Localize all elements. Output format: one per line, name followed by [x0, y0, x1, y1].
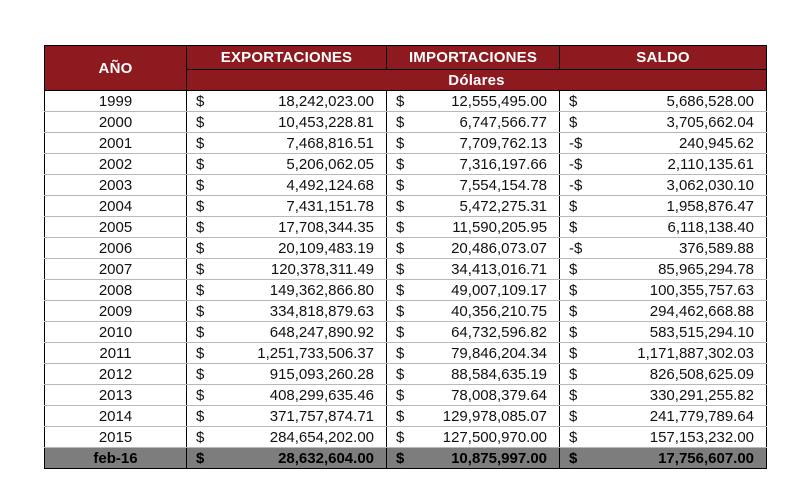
year-cell: 2015 — [45, 427, 187, 448]
balance-amount-cell: 5,686,528.00 — [576, 91, 767, 112]
total-row — [45, 448, 767, 469]
imports-amount-cell: 11,590,205.95 — [403, 217, 560, 238]
table-row — [45, 175, 767, 196]
imports-amount-cell: 7,554,154.78 — [403, 175, 560, 196]
balance-currency-cell: -$ — [560, 238, 576, 259]
imports-amount-cell: 5,472,275.31 — [403, 196, 560, 217]
balance-currency-cell: $ — [560, 364, 576, 385]
imports-currency-cell: $ — [387, 322, 403, 343]
imports-amount-cell: 20,486,073.07 — [403, 238, 560, 259]
imports-currency-cell: $ — [387, 385, 403, 406]
balance-amount-cell: 85,965,294.78 — [576, 259, 767, 280]
imports-column-header: IMPORTACIONES — [387, 46, 560, 70]
imports-currency-cell: $ — [387, 406, 403, 427]
imports-currency-cell: $ — [387, 427, 403, 448]
table-body — [45, 91, 767, 469]
exports-currency-cell: $ — [187, 406, 203, 427]
balance-currency-cell: $ — [560, 301, 576, 322]
exports-amount-cell: 915,093,260.28 — [203, 364, 387, 385]
exports-amount-cell: 149,362,866.80 — [203, 280, 387, 301]
table-row — [45, 343, 767, 364]
exports-amount-cell: 28,632,604.00 — [203, 448, 387, 469]
year-cell: 2014 — [45, 406, 187, 427]
imports-amount-cell: 78,008,379.64 — [403, 385, 560, 406]
table-row — [45, 196, 767, 217]
balance-currency-cell: -$ — [560, 133, 576, 154]
balance-amount-cell: 294,462,668.88 — [576, 301, 767, 322]
year-cell: 2005 — [45, 217, 187, 238]
balance-column-header: SALDO — [560, 46, 767, 70]
imports-amount-cell: 10,875,997.00 — [403, 448, 560, 469]
balance-currency-cell: -$ — [560, 175, 576, 196]
imports-amount-cell: 34,413,016.71 — [403, 259, 560, 280]
balance-amount-cell: 3,062,030.10 — [576, 175, 767, 196]
imports-currency-cell: $ — [387, 259, 403, 280]
balance-currency-cell: -$ — [560, 154, 576, 175]
exports-currency-cell: $ — [187, 427, 203, 448]
exports-amount-cell: 20,109,483.19 — [203, 238, 387, 259]
balance-amount-cell: 3,705,662.04 — [576, 112, 767, 133]
exports-amount-cell: 334,818,879.63 — [203, 301, 387, 322]
balance-amount-cell: 157,153,232.00 — [576, 427, 767, 448]
exports-currency-cell: $ — [187, 280, 203, 301]
imports-currency-cell: $ — [387, 238, 403, 259]
year-cell: feb-16 — [45, 448, 187, 469]
table-row — [45, 364, 767, 385]
exports-amount-cell: 5,206,062.05 — [203, 154, 387, 175]
exports-currency-cell: $ — [187, 301, 203, 322]
exports-amount-cell: 120,378,311.49 — [203, 259, 387, 280]
year-cell: 2010 — [45, 322, 187, 343]
table-row — [45, 154, 767, 175]
year-cell: 2012 — [45, 364, 187, 385]
imports-currency-cell: $ — [387, 280, 403, 301]
table-row — [45, 280, 767, 301]
balance-currency-cell: $ — [560, 427, 576, 448]
exports-amount-cell: 648,247,890.92 — [203, 322, 387, 343]
exports-currency-cell: $ — [187, 175, 203, 196]
imports-amount-cell: 129,978,085.07 — [403, 406, 560, 427]
exports-amount-cell: 371,757,874.71 — [203, 406, 387, 427]
year-cell: 2006 — [45, 238, 187, 259]
year-cell: 2003 — [45, 175, 187, 196]
exports-currency-cell: $ — [187, 259, 203, 280]
balance-amount-cell: 100,355,757.63 — [576, 280, 767, 301]
exports-currency-cell: $ — [187, 112, 203, 133]
exports-currency-cell: $ — [187, 448, 203, 469]
exports-currency-cell: $ — [187, 154, 203, 175]
imports-currency-cell: $ — [387, 448, 403, 469]
year-cell: 2013 — [45, 385, 187, 406]
year-cell: 2007 — [45, 259, 187, 280]
exports-column-header: EXPORTACIONES — [187, 46, 387, 70]
exports-currency-cell: $ — [187, 196, 203, 217]
balance-currency-cell: $ — [560, 280, 576, 301]
year-cell: 2008 — [45, 280, 187, 301]
year-cell: 2000 — [45, 112, 187, 133]
year-column-header: AÑO — [45, 46, 187, 91]
table-row — [45, 133, 767, 154]
exports-currency-cell: $ — [187, 364, 203, 385]
year-cell: 2001 — [45, 133, 187, 154]
exports-amount-cell: 7,431,151.78 — [203, 196, 387, 217]
imports-amount-cell: 49,007,109.17 — [403, 280, 560, 301]
imports-amount-cell: 127,500,970.00 — [403, 427, 560, 448]
imports-currency-cell: $ — [387, 217, 403, 238]
balance-amount-cell: 826,508,625.09 — [576, 364, 767, 385]
balance-amount-cell: 2,110,135.61 — [576, 154, 767, 175]
exports-currency-cell: $ — [187, 91, 203, 112]
year-cell: 2002 — [45, 154, 187, 175]
exports-amount-cell: 18,242,023.00 — [203, 91, 387, 112]
balance-amount-cell: 240,945.62 — [576, 133, 767, 154]
imports-currency-cell: $ — [387, 154, 403, 175]
balance-amount-cell: 17,756,607.00 — [576, 448, 767, 469]
trade-balance-sheet — [44, 45, 766, 469]
table-row — [45, 301, 767, 322]
balance-amount-cell: 330,291,255.82 — [576, 385, 767, 406]
imports-currency-cell: $ — [387, 196, 403, 217]
imports-amount-cell: 7,709,762.13 — [403, 133, 560, 154]
balance-amount-cell: 1,171,887,302.03 — [576, 343, 767, 364]
exports-amount-cell: 17,708,344.35 — [203, 217, 387, 238]
balance-currency-cell: $ — [560, 91, 576, 112]
balance-amount-cell: 241,779,789.64 — [576, 406, 767, 427]
table-row — [45, 217, 767, 238]
exports-amount-cell: 1,251,733,506.37 — [203, 343, 387, 364]
table-row — [45, 406, 767, 427]
imports-amount-cell: 7,316,197.66 — [403, 154, 560, 175]
table-row — [45, 427, 767, 448]
imports-currency-cell: $ — [387, 301, 403, 322]
year-cell: 2011 — [45, 343, 187, 364]
imports-amount-cell: 40,356,210.75 — [403, 301, 560, 322]
exports-currency-cell: $ — [187, 238, 203, 259]
balance-currency-cell: $ — [560, 196, 576, 217]
balance-currency-cell: $ — [560, 259, 576, 280]
balance-currency-cell: $ — [560, 343, 576, 364]
exports-amount-cell: 408,299,635.46 — [203, 385, 387, 406]
exports-currency-cell: $ — [187, 385, 203, 406]
imports-amount-cell: 88,584,635.19 — [403, 364, 560, 385]
balance-currency-cell: $ — [560, 322, 576, 343]
imports-amount-cell: 12,555,495.00 — [403, 91, 560, 112]
imports-currency-cell: $ — [387, 91, 403, 112]
balance-amount-cell: 583,515,294.10 — [576, 322, 767, 343]
header-row — [45, 46, 767, 70]
currency-unit-header: Dólares — [187, 70, 767, 91]
trade-balance-table — [44, 45, 767, 469]
exports-currency-cell: $ — [187, 133, 203, 154]
year-cell: 2009 — [45, 301, 187, 322]
balance-amount-cell: 1,958,876.47 — [576, 196, 767, 217]
exports-amount-cell: 7,468,816.51 — [203, 133, 387, 154]
table-row — [45, 238, 767, 259]
imports-currency-cell: $ — [387, 175, 403, 196]
year-cell: 1999 — [45, 91, 187, 112]
imports-currency-cell: $ — [387, 343, 403, 364]
balance-currency-cell: $ — [560, 448, 576, 469]
imports-amount-cell: 6,747,566.77 — [403, 112, 560, 133]
exports-currency-cell: $ — [187, 217, 203, 238]
imports-amount-cell: 79,846,204.34 — [403, 343, 560, 364]
imports-currency-cell: $ — [387, 364, 403, 385]
imports-currency-cell: $ — [387, 112, 403, 133]
table-row — [45, 112, 767, 133]
balance-amount-cell: 6,118,138.40 — [576, 217, 767, 238]
imports-currency-cell: $ — [387, 133, 403, 154]
exports-amount-cell: 10,453,228.81 — [203, 112, 387, 133]
year-cell: 2004 — [45, 196, 187, 217]
balance-currency-cell: $ — [560, 385, 576, 406]
table-row — [45, 322, 767, 343]
balance-currency-cell: $ — [560, 217, 576, 238]
table-row — [45, 91, 767, 112]
imports-amount-cell: 64,732,596.82 — [403, 322, 560, 343]
exports-amount-cell: 4,492,124.68 — [203, 175, 387, 196]
table-row — [45, 385, 767, 406]
balance-amount-cell: 376,589.88 — [576, 238, 767, 259]
exports-currency-cell: $ — [187, 343, 203, 364]
exports-amount-cell: 284,654,202.00 — [203, 427, 387, 448]
exports-currency-cell: $ — [187, 322, 203, 343]
table-row — [45, 259, 767, 280]
balance-currency-cell: $ — [560, 406, 576, 427]
balance-currency-cell: $ — [560, 112, 576, 133]
